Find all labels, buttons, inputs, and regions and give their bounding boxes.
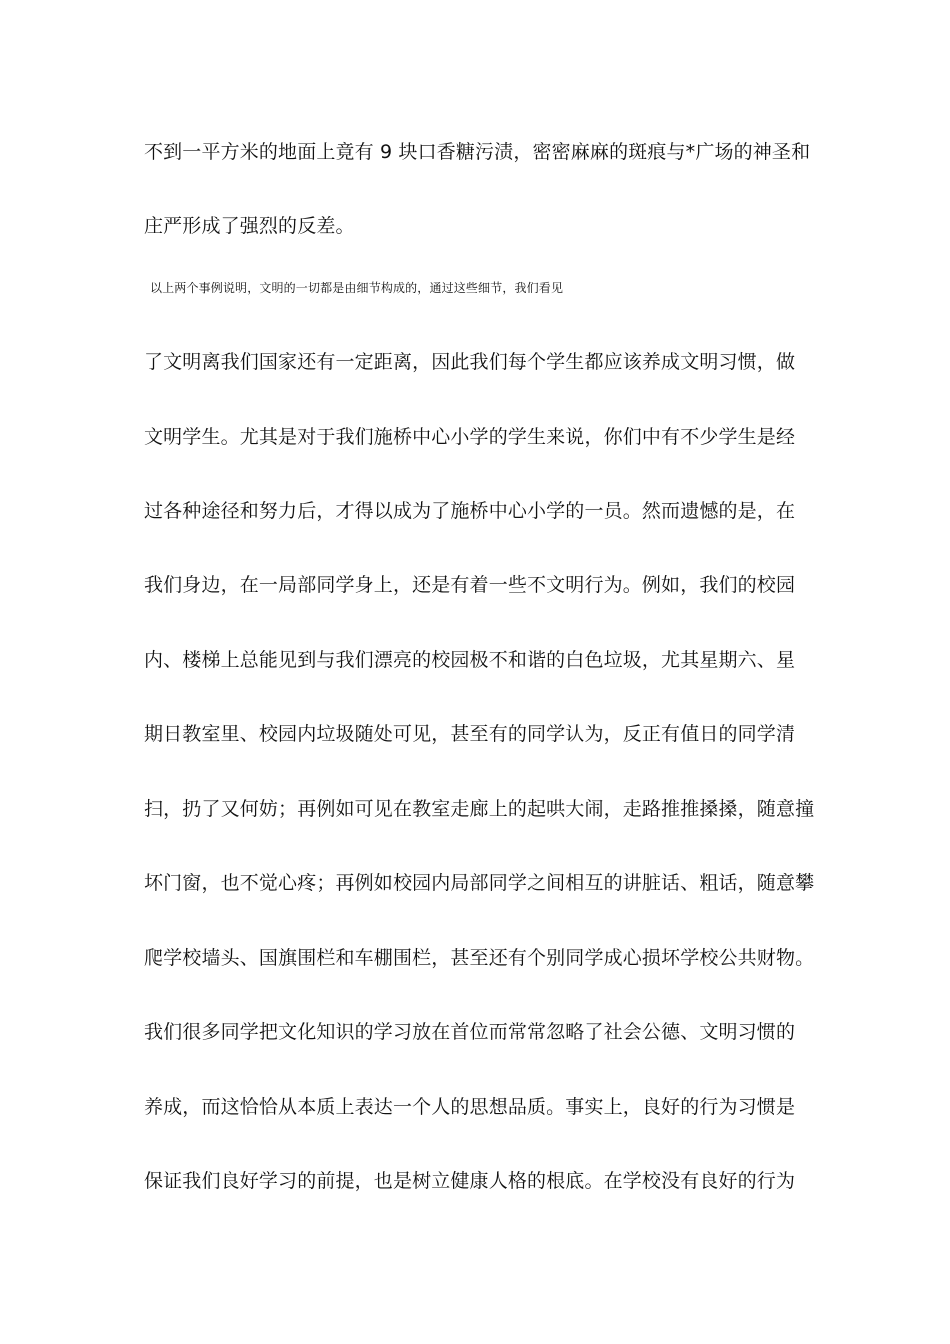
text-line-2: 庄严形成了强烈的反差。 (144, 215, 355, 237)
text-line-8: 内、楼梯上总能见到与我们漂亮的校园极不和谐的白色垃圾，尤其星期六、星 (144, 649, 796, 671)
text-line-9: 期日教室里、校园内垃圾随处可见，甚至有的同学认为，反正有值日的同学清 (144, 723, 796, 745)
text-line-12: 爬学校墙头、国旗围栏和车棚围栏，甚至还有个别同学成心损坏学校公共财物。 (144, 947, 815, 969)
text-line-10: 扫，扔了又何妨；再例如可见在教室走廊上的起哄大闹，走路推推搡搡，随意撞 (144, 798, 815, 820)
text-line-15: 保证我们良好学习的前提，也是树立健康人格的根底。在学校没有良好的行为 (144, 1170, 796, 1192)
text-line-3: 以上两个事例说明，文明的一切都是由细节构成的，通过这些细节，我们看见 (150, 281, 564, 295)
text-line-4: 了文明离我们国家还有一定距离，因此我们每个学生都应该养成文明习惯，做 (144, 351, 796, 373)
text-line-6: 过各种途径和努力后，才得以成为了施桥中心小学的一员。然而遗憾的是，在 (144, 500, 796, 522)
text-line-1: 不到一平方米的地面上竟有 9 块口香糖污渍，密密麻麻的斑痕与*广场的神圣和 (144, 141, 811, 163)
text-line-7: 我们身边，在一局部同学身上，还是有着一些不文明行为。例如，我们的校园 (144, 574, 796, 596)
text-line-14: 养成，而这恰恰从本质上表达一个人的思想品质。事实上，良好的行为习惯是 (144, 1096, 796, 1118)
text-line-5: 文明学生。尤其是对于我们施桥中心小学的学生来说，你们中有不少学生是经 (144, 426, 796, 448)
text-line-11: 坏门窗，也不觉心疼；再例如校园内局部同学之间相互的讲脏话、粗话，随意攀 (144, 872, 815, 894)
text-line-13: 我们很多同学把文化知识的学习放在首位而常常忽略了社会公德、文明习惯的 (144, 1021, 796, 1043)
